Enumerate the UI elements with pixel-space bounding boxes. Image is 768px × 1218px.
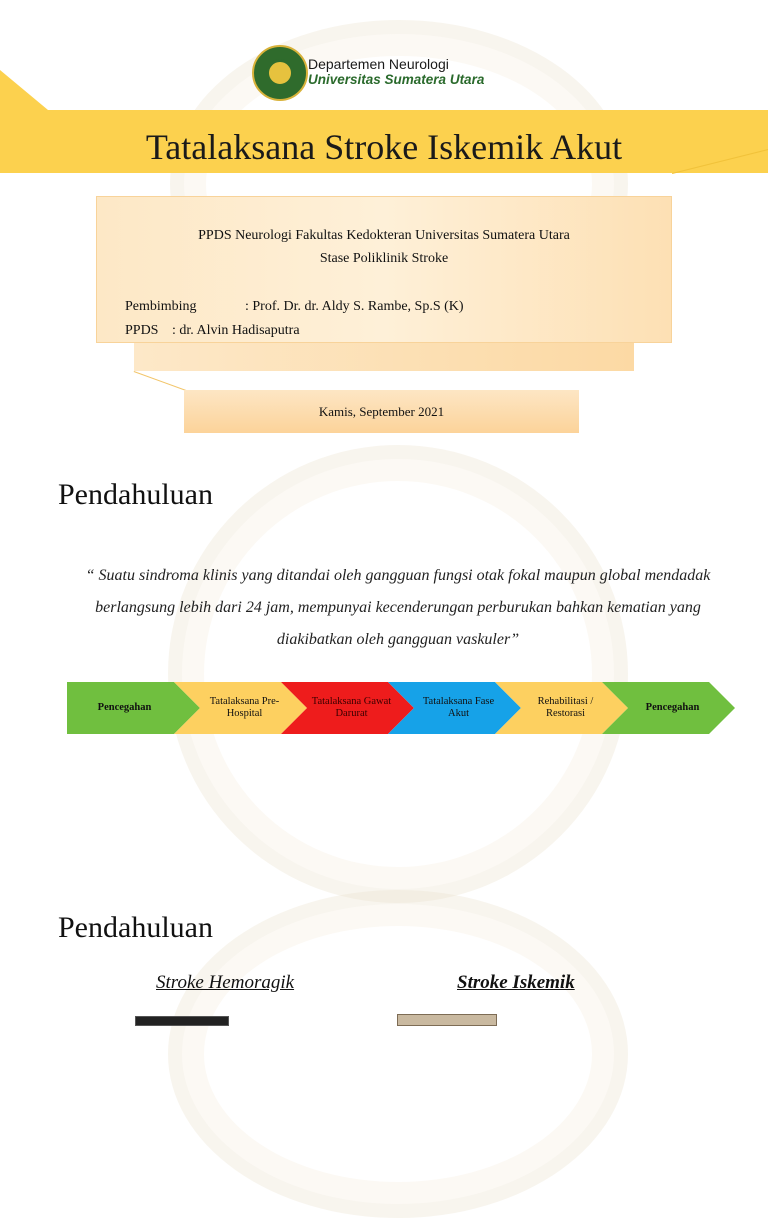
university-name: Universitas Sumatera Utara	[308, 72, 485, 87]
definition-quote: “ Suatu sindroma klinis yang ditandai oleh gangguan fungsi otak fokal maupun global mendadak berlangsung lebih dari 24 jam, mempunyai kecenderungan perburukan bahkan kematian yang diakibatkan oleh gangguan vaskuler”	[85, 567, 711, 648]
flow-step-label: Pencegahan	[645, 702, 700, 713]
hemorrhagic-stroke-image	[135, 1016, 229, 1026]
ischemic-stroke-image	[397, 1014, 497, 1026]
institution-text: PPDS Neurologi Fakultas Kedokteran Universitas Sumatera Utara	[198, 228, 570, 243]
section-heading-2: Pendahuluan	[58, 911, 213, 944]
presentation-title: Tatalaksana Stroke Iskemik Akut	[145, 127, 623, 167]
pembimbing-value: : Prof. Dr. dr. Aldy S. Rambe, Sp.S (K)	[245, 299, 464, 314]
ppds-value: : dr. Alvin Hadisaputra	[172, 323, 300, 338]
flow-step-label: Pencegahan	[97, 702, 152, 713]
department-name: Departemen Neurologi	[308, 56, 449, 72]
subheading-iskemik: Stroke Iskemik	[457, 972, 575, 993]
flow-step-label: Rehabilitasi / Restorasi	[537, 696, 594, 719]
flow-step-label: Tatalaksana Pre-Hospital	[209, 696, 280, 719]
flow-step-label: Tatalaksana Gawat Darurat	[311, 696, 392, 719]
ppds-label: PPDS	[125, 323, 159, 338]
section-heading: Pendahuluan	[58, 478, 213, 511]
flow-step-label: Tatalaksana Fase Akut	[422, 696, 495, 719]
subheading-hemoragik: Stroke Hemoragik	[156, 972, 295, 993]
date-text: Kamis, September 2021	[318, 403, 445, 419]
pembimbing-label: Pembimbing	[125, 299, 197, 314]
stase-text: Stase Poliklinik Stroke	[319, 251, 449, 266]
